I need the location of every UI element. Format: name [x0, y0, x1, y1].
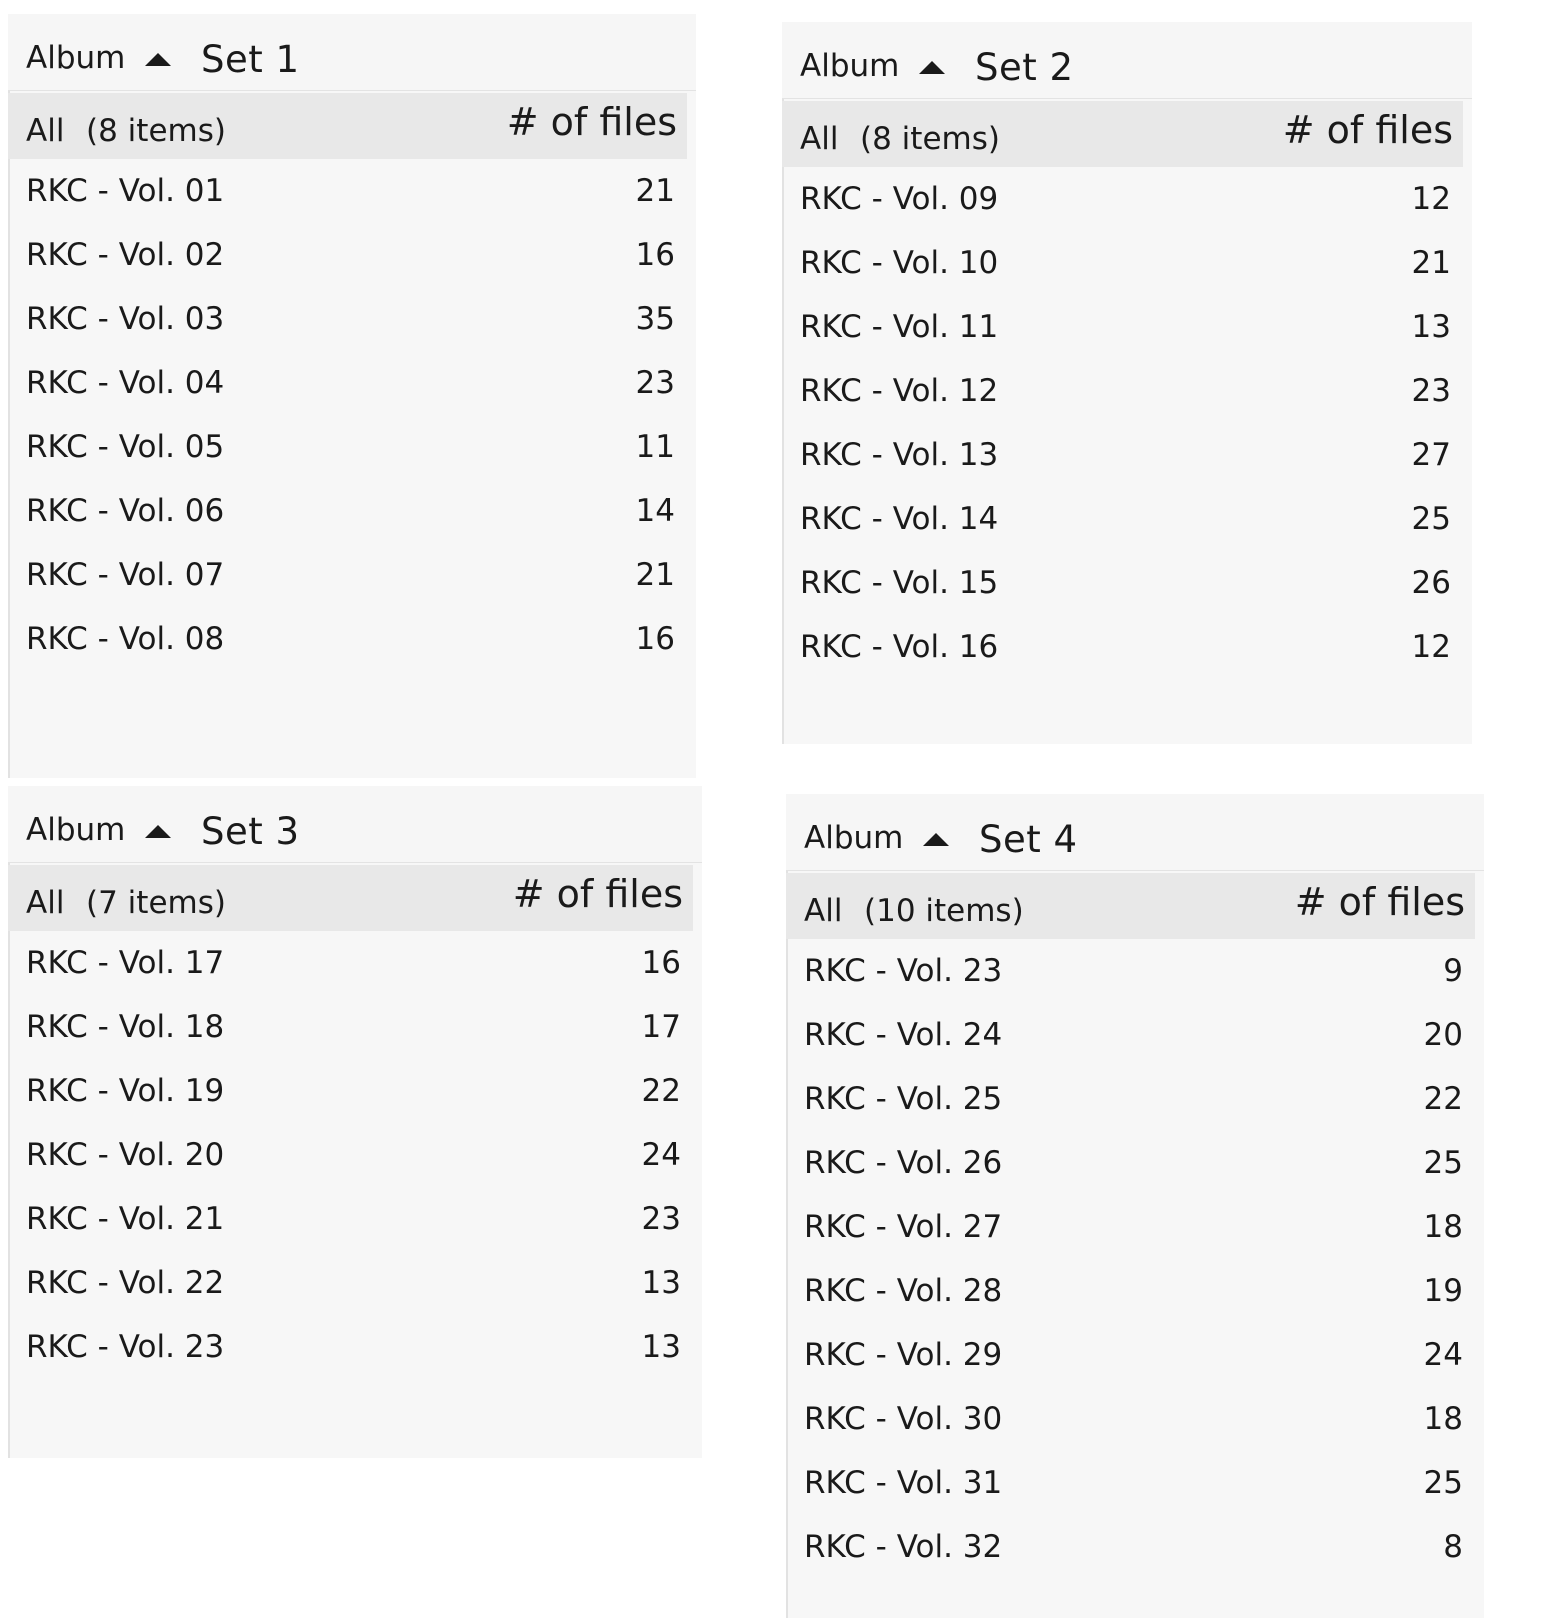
album-name: RKC - Vol. 10: [800, 245, 999, 281]
album-column-header[interactable]: Album: [800, 48, 900, 84]
album-column-header[interactable]: Album: [26, 812, 126, 848]
list-item[interactable]: [8, 351, 687, 415]
file-count: 18: [1423, 1209, 1463, 1245]
file-count: 24: [641, 1137, 681, 1173]
file-count: 8: [1443, 1529, 1463, 1565]
file-count: 16: [635, 237, 675, 273]
list-item[interactable]: [786, 1323, 1475, 1387]
list-item[interactable]: [8, 1123, 693, 1187]
album-name: RKC - Vol. 01: [26, 173, 225, 209]
list-item[interactable]: [782, 359, 1463, 423]
all-label: All: [26, 113, 65, 149]
file-count: 13: [641, 1329, 681, 1365]
file-count: 14: [635, 493, 675, 529]
album-name: RKC - Vol. 27: [804, 1209, 1003, 1245]
album-panel-set-1: [8, 14, 696, 778]
set-title: Set 4: [979, 818, 1078, 861]
album-name: RKC - Vol. 06: [26, 493, 225, 529]
panel-header[interactable]: [786, 794, 1484, 871]
album-name: RKC - Vol. 19: [26, 1073, 225, 1109]
file-count: 16: [635, 621, 675, 657]
file-count: 16: [641, 945, 681, 981]
list-item[interactable]: [786, 1451, 1475, 1515]
file-count: 17: [641, 1009, 681, 1045]
album-name: RKC - Vol. 07: [26, 557, 225, 593]
list-item[interactable]: [782, 167, 1463, 231]
all-label: All: [800, 121, 839, 157]
file-count: 18: [1423, 1401, 1463, 1437]
list-item[interactable]: [8, 1315, 693, 1379]
album-name: RKC - Vol. 12: [800, 373, 999, 409]
all-label: All: [804, 893, 843, 929]
album-name: RKC - Vol. 24: [804, 1017, 1003, 1053]
file-count: 11: [635, 429, 675, 465]
set-title: Set 3: [201, 810, 300, 853]
item-count: (8 items): [860, 121, 1000, 157]
panel-header[interactable]: [8, 14, 696, 91]
list-item[interactable]: [786, 1003, 1475, 1067]
album-name: RKC - Vol. 09: [800, 181, 999, 217]
album-panel-set-4: [786, 794, 1484, 1618]
album-name: RKC - Vol. 02: [26, 237, 225, 273]
album-name: RKC - Vol. 32: [804, 1529, 1003, 1565]
file-count: 22: [1423, 1081, 1463, 1117]
album-name: RKC - Vol. 14: [800, 501, 999, 537]
panel-header[interactable]: [782, 22, 1472, 99]
album-name: RKC - Vol. 03: [26, 301, 225, 337]
file-count: 12: [1411, 629, 1451, 665]
list-item[interactable]: [786, 1515, 1475, 1579]
file-count: 25: [1423, 1145, 1463, 1181]
file-count: 21: [635, 173, 675, 209]
file-count: 27: [1411, 437, 1451, 473]
list-item[interactable]: [8, 287, 687, 351]
summary-row-all[interactable]: [786, 873, 1475, 939]
album-name: RKC - Vol. 23: [804, 953, 1003, 989]
album-name: RKC - Vol. 21: [26, 1201, 225, 1237]
file-count: 13: [1411, 309, 1451, 345]
album-column-header[interactable]: Album: [804, 820, 904, 856]
album-name: RKC - Vol. 31: [804, 1465, 1003, 1501]
file-count: 19: [1423, 1273, 1463, 1309]
file-count: 35: [635, 301, 675, 337]
files-column-header[interactable]: # of files: [506, 100, 677, 144]
summary-row-all[interactable]: [8, 865, 693, 931]
list-item[interactable]: [786, 1259, 1475, 1323]
files-column-header[interactable]: # of files: [1294, 880, 1465, 924]
sort-ascending-icon[interactable]: [919, 61, 945, 74]
list-item[interactable]: [786, 1195, 1475, 1259]
file-count: 25: [1423, 1465, 1463, 1501]
album-name: RKC - Vol. 04: [26, 365, 225, 401]
sort-ascending-icon[interactable]: [923, 833, 949, 846]
album-name: RKC - Vol. 17: [26, 945, 225, 981]
album-panel-set-2: [782, 22, 1472, 744]
item-count: (8 items): [86, 113, 226, 149]
file-count: 23: [635, 365, 675, 401]
summary-row-all[interactable]: [8, 93, 687, 159]
album-name: RKC - Vol. 15: [800, 565, 999, 601]
list-item[interactable]: [786, 1067, 1475, 1131]
files-column-header[interactable]: # of files: [1282, 108, 1453, 152]
list-item[interactable]: [786, 939, 1475, 1003]
file-count: 23: [641, 1201, 681, 1237]
list-item[interactable]: [782, 295, 1463, 359]
album-name: RKC - Vol. 26: [804, 1145, 1003, 1181]
file-count: 24: [1423, 1337, 1463, 1373]
album-name: RKC - Vol. 29: [804, 1337, 1003, 1373]
item-count: (7 items): [86, 885, 226, 921]
file-count: 20: [1423, 1017, 1463, 1053]
album-name: RKC - Vol. 08: [26, 621, 225, 657]
sort-ascending-icon[interactable]: [145, 53, 171, 66]
list-item[interactable]: [782, 551, 1463, 615]
album-panel-set-3: [8, 786, 702, 1458]
list-item[interactable]: [8, 159, 687, 223]
list-item[interactable]: [782, 231, 1463, 295]
album-name: RKC - Vol. 18: [26, 1009, 225, 1045]
list-item[interactable]: [8, 543, 687, 607]
list-item[interactable]: [8, 479, 687, 543]
album-name: RKC - Vol. 05: [26, 429, 225, 465]
list-item[interactable]: [782, 487, 1463, 551]
file-count: 21: [635, 557, 675, 593]
album-list: [8, 931, 702, 1379]
file-count: 12: [1411, 181, 1451, 217]
summary-row-all[interactable]: [782, 101, 1463, 167]
set-title: Set 2: [975, 46, 1074, 89]
all-label: All: [26, 885, 65, 921]
album-list: [8, 159, 696, 671]
sort-ascending-icon[interactable]: [145, 825, 171, 838]
list-item[interactable]: [8, 1187, 693, 1251]
file-count: 25: [1411, 501, 1451, 537]
panel-header[interactable]: [8, 786, 702, 863]
list-item[interactable]: [786, 1387, 1475, 1451]
files-column-header[interactable]: # of files: [512, 872, 683, 916]
album-name: RKC - Vol. 11: [800, 309, 999, 345]
list-item[interactable]: [8, 931, 693, 995]
file-count: 26: [1411, 565, 1451, 601]
album-name: RKC - Vol. 13: [800, 437, 999, 473]
list-item[interactable]: [782, 615, 1463, 679]
album-name: RKC - Vol. 16: [800, 629, 999, 665]
file-count: 13: [641, 1265, 681, 1301]
list-item[interactable]: [8, 607, 687, 671]
list-item[interactable]: [8, 223, 687, 287]
album-name: RKC - Vol. 23: [26, 1329, 225, 1365]
file-count: 9: [1443, 953, 1463, 989]
list-item[interactable]: [786, 1131, 1475, 1195]
album-name: RKC - Vol. 25: [804, 1081, 1003, 1117]
list-item[interactable]: [8, 995, 693, 1059]
item-count: (10 items): [864, 893, 1024, 929]
set-title: Set 1: [201, 38, 300, 81]
album-name: RKC - Vol. 20: [26, 1137, 225, 1173]
file-count: 22: [641, 1073, 681, 1109]
album-list: [786, 939, 1484, 1579]
list-item[interactable]: [8, 1251, 693, 1315]
file-count: 21: [1411, 245, 1451, 281]
file-count: 23: [1411, 373, 1451, 409]
list-item[interactable]: [8, 415, 687, 479]
album-name: RKC - Vol. 22: [26, 1265, 225, 1301]
album-name: RKC - Vol. 28: [804, 1273, 1003, 1309]
album-name: RKC - Vol. 30: [804, 1401, 1003, 1437]
album-list: [782, 167, 1472, 679]
list-item[interactable]: [782, 423, 1463, 487]
album-column-header[interactable]: Album: [26, 40, 126, 76]
list-item[interactable]: [8, 1059, 693, 1123]
